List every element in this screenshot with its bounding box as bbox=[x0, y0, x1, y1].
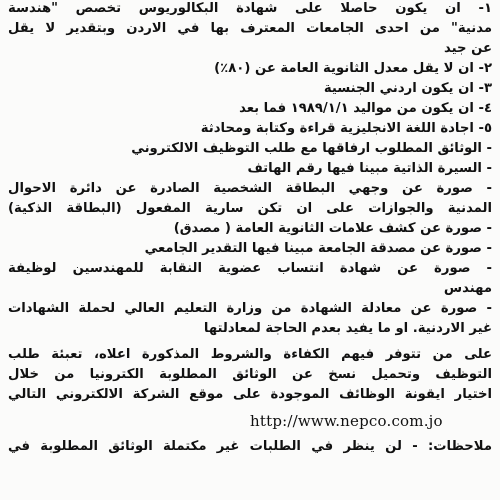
document-item-id-line-1: - صورة عن وجهي البطاقة الشخصية الصادرة عن دائرة الاحوال bbox=[8, 181, 492, 196]
company-website-link[interactable]: http://www.nepco.com.jo bbox=[250, 412, 443, 430]
requirement-4: ٤- ان يكون من مواليد ١٩٨٩/١/١ فما بعد bbox=[239, 101, 492, 116]
requirement-1-line-2: مدنية" من احدى الجامعات المعترف بها في الاردن وبتقدير لا يقل bbox=[8, 21, 492, 36]
document-item-union-membership-line-2: مهندس bbox=[443, 281, 492, 296]
document-item-id-line-2: المدنية والجوازات على ان تكن سارية المفعول (البطاقة الذكية) bbox=[8, 201, 492, 216]
requirement-2: ٢- ان لا يقل معدل الثانوية العامة عن (٨٠٪) bbox=[214, 61, 492, 76]
application-instructions-line-2: التوظيف وتحميل نسخ عن الوثائق المطلوبة الكترونيا من خلال bbox=[8, 367, 492, 382]
application-instructions-line-3: اختيار ايقونة الوظائف الموجودة على موقع الشركة الالكتروني التالي bbox=[8, 387, 492, 402]
requirement-1-line-3: عن جيد bbox=[444, 41, 492, 56]
document-item-equivalency-line-2: غير الاردنية. او ما يفيد بعدم الحاجة لمعادلتها bbox=[203, 321, 492, 336]
application-instructions-line-1: على من تتوفر فيهم الكفاءة والشروط المذكورة اعلاه، تعبئة طلب bbox=[8, 347, 492, 362]
requirement-5: ٥- اجادة اللغة الانجليزية قراءة وكتابة ومحادثة bbox=[200, 121, 492, 136]
document-item-university-certificate: - صورة عن مصدقة الجامعة مبينا فيها التقدير الجامعي bbox=[144, 241, 492, 256]
requirement-1-line-1: ١- ان يكون حاصلا على شهادة البكالوريوس تخصص "هندسة bbox=[8, 1, 492, 16]
document-item-transcript: - صورة عن كشف علامات الثانوية العامة ( مصدق) bbox=[173, 221, 492, 236]
document-item-union-membership-line-1: - صورة عن شهادة انتساب عضوية النقابة للمهندسين لوظيفة bbox=[8, 261, 492, 276]
document-item-equivalency-line-1: - صورة عن معادلة الشهادة من وزارة التعليم العالي لحملة الشهادات bbox=[8, 301, 492, 316]
requirement-3: ٣- ان يكون اردني الجنسية bbox=[323, 81, 492, 96]
document-item-cv: - السيرة الذاتية مبينا فيها رقم الهاتف bbox=[247, 161, 492, 176]
documents-heading: - الوثائق المطلوب ارفاقها مع طلب التوظيف الالكتروني bbox=[131, 141, 492, 156]
notes-line: ملاحظات: - لن ينظر في الطلبات غير مكتملة الوثائق المطلوبة في bbox=[8, 439, 492, 454]
